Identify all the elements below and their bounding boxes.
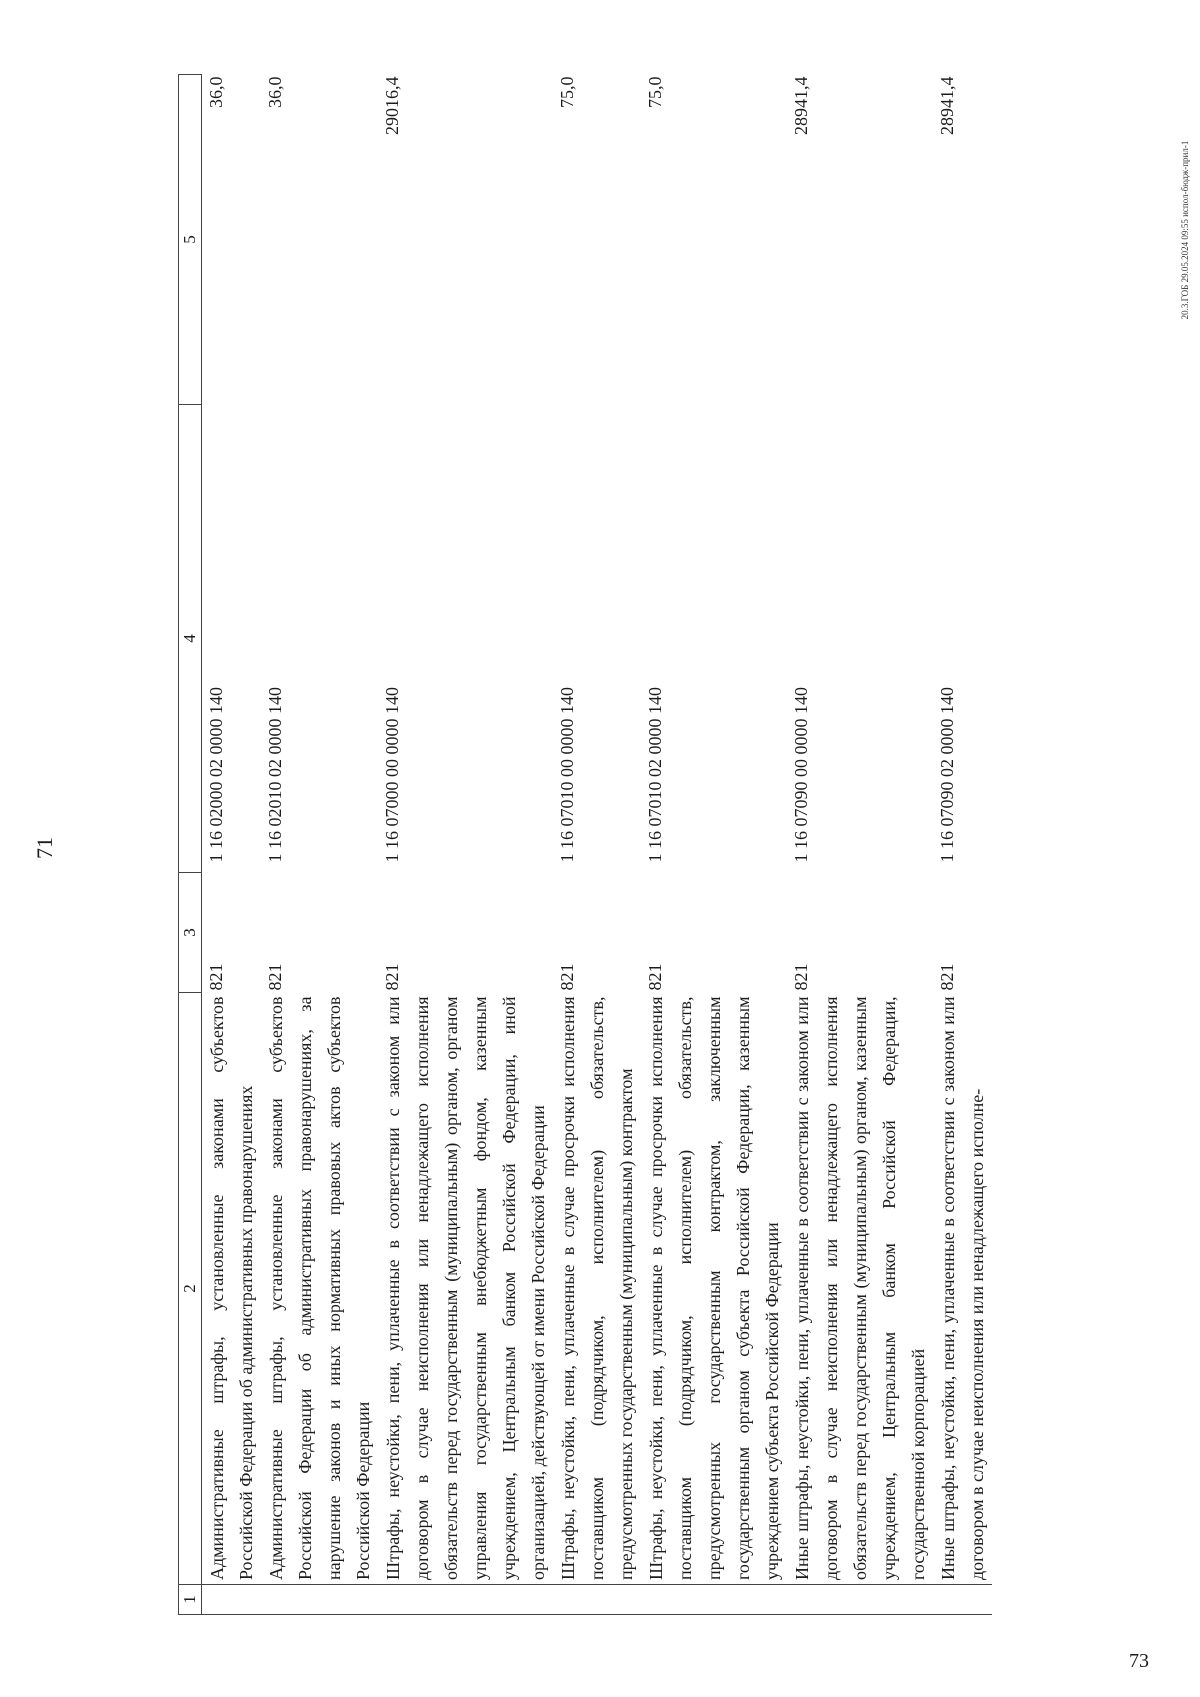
row-name: Штрафы, неустойки, пени, уплаченные в случае просрочки исполнения поставщиком (подрядчиком, исполнителем) обязательств, предусмотренных государственным контрактом, заключенным государственным органом субъекта Российской Федерации, казенным учреждением субъекта Российской Федерации — [646, 996, 782, 1580]
table-row — [553, 75, 641, 1615]
row-name: Штрафы, неустойки, пени, уплаченные в соответствии с законом или договором в случае неисполнения или ненадлежащего исполнения обязательств перед государственным (муниципальным) органом, органом управления государственным внебюджетным фондом, казенным учреждением, Центральным банком Российской Федерации, иной организацией, действующей от имени Российской Федерации — [383, 996, 548, 1580]
row-sum: 75,0 — [645, 76, 665, 108]
row-revenue-code: 1 16 07010 02 0000 140 — [645, 687, 665, 863]
table-row — [787, 75, 933, 1615]
revenue-table-rotated — [178, 75, 992, 1615]
row-admin-code: 821 — [645, 963, 665, 991]
table-row — [202, 75, 262, 1615]
table-row — [261, 75, 378, 1615]
row-cell-empty — [641, 1585, 787, 1615]
table-row — [933, 75, 992, 1615]
row-sum: 75,0 — [557, 76, 577, 108]
row-name: Иные штрафы, неустойки, пени, уплаченные в соответствии с законом или договором в случае неисполнения или ненадлежащего исполне- — [938, 996, 987, 1580]
header-col-5: 5 — [179, 75, 202, 405]
row-cell-empty — [202, 1585, 262, 1615]
table-body — [202, 75, 993, 1615]
row-revenue-code: 1 16 07000 00 0000 140 — [382, 687, 402, 863]
row-sum: 28941,4 — [791, 76, 811, 135]
row-admin-code: 821 — [265, 963, 285, 991]
header-col-3: 3 — [179, 873, 202, 993]
header-col-2: 2 — [179, 993, 202, 1585]
revenue-table — [178, 74, 992, 1615]
row-name: Административные штрафы, установленные законами субъектов Российской Федерации об административных правонарушениях, за нарушение законов и иных нормативных правовых актов субъектов Российской Федерации — [266, 996, 373, 1580]
row-admin-code: 821 — [206, 963, 226, 991]
row-sum: 28941,4 — [937, 76, 957, 135]
table-header — [179, 75, 202, 1615]
row-admin-code: 821 — [791, 963, 811, 991]
document-stamp: 20.3.ГОБ 29.05.2024 09:55 испол-бюдж-прил-1 — [1180, 140, 1190, 320]
row-revenue-code: 1 16 07090 00 0000 140 — [791, 687, 811, 863]
row-revenue-code: 1 16 02000 02 0000 140 — [206, 687, 226, 863]
header-col-1: 1 — [179, 1585, 202, 1615]
row-revenue-code: 1 16 02010 02 0000 140 — [265, 687, 285, 863]
header-col-4: 4 — [179, 405, 202, 873]
row-sum: 36,0 — [265, 76, 285, 108]
table-row — [378, 75, 553, 1615]
row-sum: 36,0 — [206, 76, 226, 108]
row-cell-empty — [933, 1585, 992, 1615]
row-revenue-code: 1 16 07090 02 0000 140 — [937, 687, 957, 863]
row-cell-empty — [553, 1585, 641, 1615]
row-revenue-code: 1 16 07010 00 0000 140 — [557, 687, 577, 863]
row-admin-code: 821 — [937, 963, 957, 991]
row-cell-empty — [378, 1585, 553, 1615]
row-cell-empty — [787, 1585, 933, 1615]
row-name: Административные штрафы, установленные законами субъектов Российской Федерации об административных правонарушениях — [207, 996, 256, 1580]
footer-page-number: 73 — [1129, 1650, 1149, 1672]
page-number: 71 — [32, 837, 57, 859]
row-cell-empty — [261, 1585, 378, 1615]
table-row — [641, 75, 787, 1615]
row-name: Иные штрафы, неустойки, пени, уплаченные в соответствии с законом или договором в случае неисполнения или ненадлежащего исполнения обязательств перед государственным (муниципальным) органом, казенным учреждением, Центральным банком Российской Федерации, государственной корпорацией — [792, 996, 928, 1580]
row-admin-code: 821 — [557, 963, 577, 991]
row-admin-code: 821 — [382, 963, 402, 991]
row-sum: 29016,4 — [382, 76, 402, 135]
row-name: Штрафы, неустойки, пени, уплаченные в случае просрочки исполнения поставщиком (подрядчиком, исполнителем) обязательств, предусмотренных государственным (муниципальным) контрактом — [558, 996, 636, 1580]
